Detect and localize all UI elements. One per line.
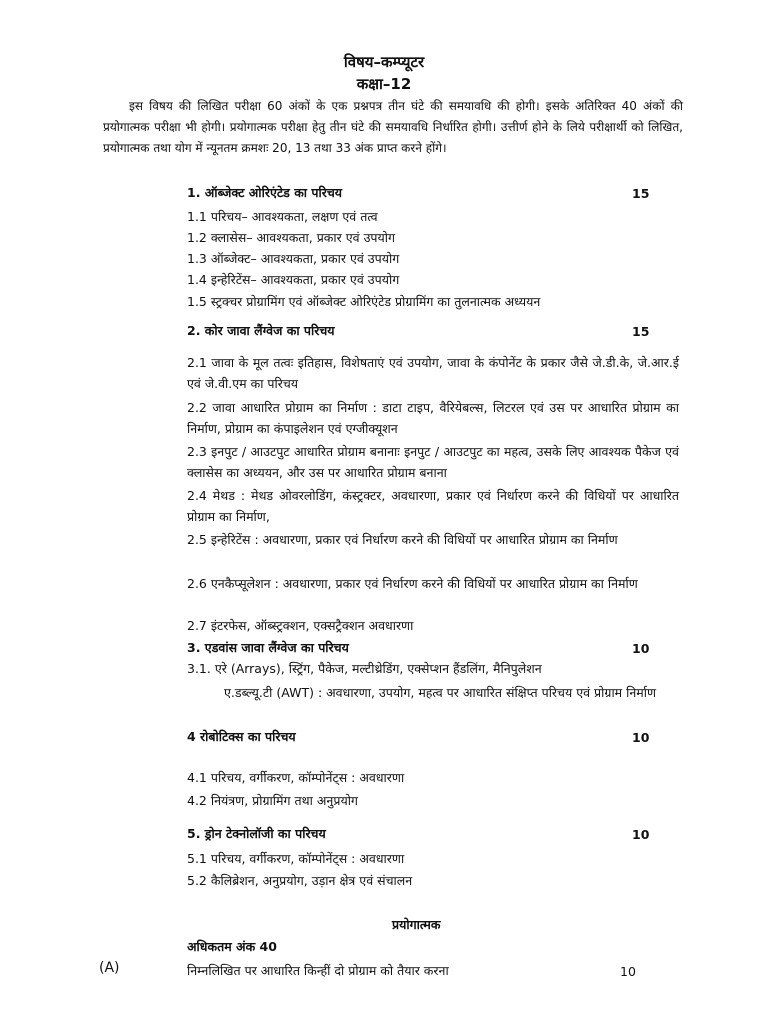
unit-2-item: 2.5 इन्हेरिटेंस : अवधारणा, प्रकार एवं निर्धारण करने की विधियों पर आधारित प्रोग्राम का निर्माण — [187, 532, 618, 547]
unit-3-heading: 3. एडवांस जावा लैंग्वेज का परिचय — [187, 640, 349, 655]
unit-5-item: 5.2 कैलिब्रेशन, अनुप्रयोग, उड़ान क्षेत्र एवं संचालन — [187, 873, 413, 888]
unit-3-item-first: 3.1. एरे (Arrays), स्ट्रिंग, पैकेज, मल्टीथ्रेडिंग, एक्सेप्शन हैंडलिंग, मैनिपुलेशन — [187, 661, 542, 676]
intro-paragraph — [103, 96, 683, 159]
unit-3-item-rest-text: ए.डब्ल्यू.टी (AWT) : अवधारणा, उपयोग, महत्व पर आधारित संक्षिप्त परिचय एवं प्रोग्राम निर्माण — [224, 685, 657, 700]
unit-2-item: 2.4 मेथड : मेथड ओवरलोडिंग, कंस्ट्रक्टर, अवधारणा, प्रकार एवं निर्धारण करने की विधियों पर आधारित प्रोग्राम का निर्माण, — [187, 488, 679, 524]
unit-2-item: 2.7 इंटरफेस, ऑब्स्ट्रक्शन, एक्सट्रैक्शन अवधारणा — [187, 618, 414, 633]
unit-4-marks: 10 — [632, 730, 650, 745]
unit-1-heading: 1. ऑब्जेक्ट ओरिएंटेड का परिचय — [187, 185, 343, 200]
unit-1-item: 1.1 परिचय– आवश्यकता, लक्षण एवं तत्व — [187, 209, 378, 224]
unit-3-marks: 10 — [632, 641, 650, 656]
practical-heading: प्रयोगात्मक — [392, 917, 441, 932]
unit-4-heading: 4 रोबोटिक्स का परिचय — [187, 729, 296, 744]
subject-title: विषय–कम्प्यूटर — [343, 53, 425, 71]
unit-4-item: 4.1 परिचय, वर्गीकरण, कॉम्पोनेंट्स : अवधारणा — [187, 770, 405, 785]
unit-5-heading: 5. ड्रोन टेक्नोलॉजी का परिचय — [187, 826, 326, 841]
unit-1-item: 1.4 इन्हेरिटेंस– आवश्यकता, प्रकार एवं उपयोग — [187, 272, 400, 287]
unit-2-item: 2.1 जावा के मूल तत्वः इतिहास, विशेषताएं एवं उपयोग, जावा के कंपोनेंट के प्रकार जैसे जे.डी.के, जे.आर.ई एवं जे.वी.एम का परिचय — [187, 355, 679, 391]
unit-3-item-rest — [187, 682, 679, 703]
unit-4-item: 4.2 नियंत्रण, प्रोग्रामिंग तथा अनुप्रयोग — [187, 793, 358, 808]
unit-1-item: 1.5 स्ट्रक्चर प्रोग्रामिंग एवं ऑब्जेक्ट ओरिएंटेड प्रोग्रामिंग का तुलनात्मक अध्ययन — [187, 294, 541, 309]
practical-part-marks: 10 — [620, 964, 636, 979]
practical-max-marks: अधिकतम अंक 40 — [187, 939, 277, 954]
unit-5-item: 5.1 परिचय, वर्गीकरण, कॉम्पोनेंट्स : अवधारणा — [187, 851, 405, 866]
practical-part-text: निम्नलिखित पर आधारित किन्हीं दो प्रोग्राम को तैयार करना — [187, 963, 449, 978]
unit-1-item: 1.2 क्लासेस– आवश्यकता, प्रकार एवं उपयोग — [187, 230, 396, 245]
unit-1-item: 1.3 ऑब्जेक्ट– आवश्यकता, प्रकार एवं उपयोग — [187, 251, 400, 266]
intro-text: इस विषय की लिखित परीक्षा 60 अंकों के एक प्रश्नपत्र तीन घंटे की समयावधि की होगी। इसके अतिरिक्त 40 अंकों की प्रयोगात्मक परीक्षा भी होगी। प्रयोगात्मक परीक्षा हेतु तीन घंटे की समयावधि निर्धारित होगी। उत्तीर्ण होने के लिये परीक्षार्थी को लिखित, प्रयोगात्मक तथा योग में न्यूनतम क्रमशः 20, 13 तथा 33 अंक प्राप्त करने होंगे। — [103, 99, 683, 155]
practical-part-label: (A) — [99, 960, 120, 976]
unit-2-item: 2.6 एनकैप्सूलेशन : अवधारणा, प्रकार एवं निर्धारण करने की विधियों पर आधारित प्रोग्राम का निर्माण — [187, 576, 638, 591]
unit-2-marks: 15 — [632, 324, 650, 339]
unit-2-item: 2.3 इनपुट / आउटपुट आधारित प्रोग्राम बनानाः इनपुट / आउटपुट का महत्व, उसके लिए आवश्यक पैकेज एवं क्लासेस का अध्ययन, और उस पर आधारित प्रोग्राम बनाना — [187, 444, 679, 480]
unit-5-marks: 10 — [632, 827, 650, 842]
unit-2-heading: 2. कोर जावा लैंग्वेज का परिचय — [187, 323, 335, 338]
unit-2-item: 2.2 जावा आधारित प्रोग्राम का निर्माण : डाटा टाइप, वैरियेबल्स, लिटरल एवं उस पर आधारित प्रोग्राम का निर्माण, प्रोग्राम का कंपाइलेशन एवं एग्जीक्यूशन — [187, 400, 679, 436]
class-title: कक्षा–12 — [356, 75, 412, 93]
unit-1-marks: 15 — [632, 186, 650, 201]
